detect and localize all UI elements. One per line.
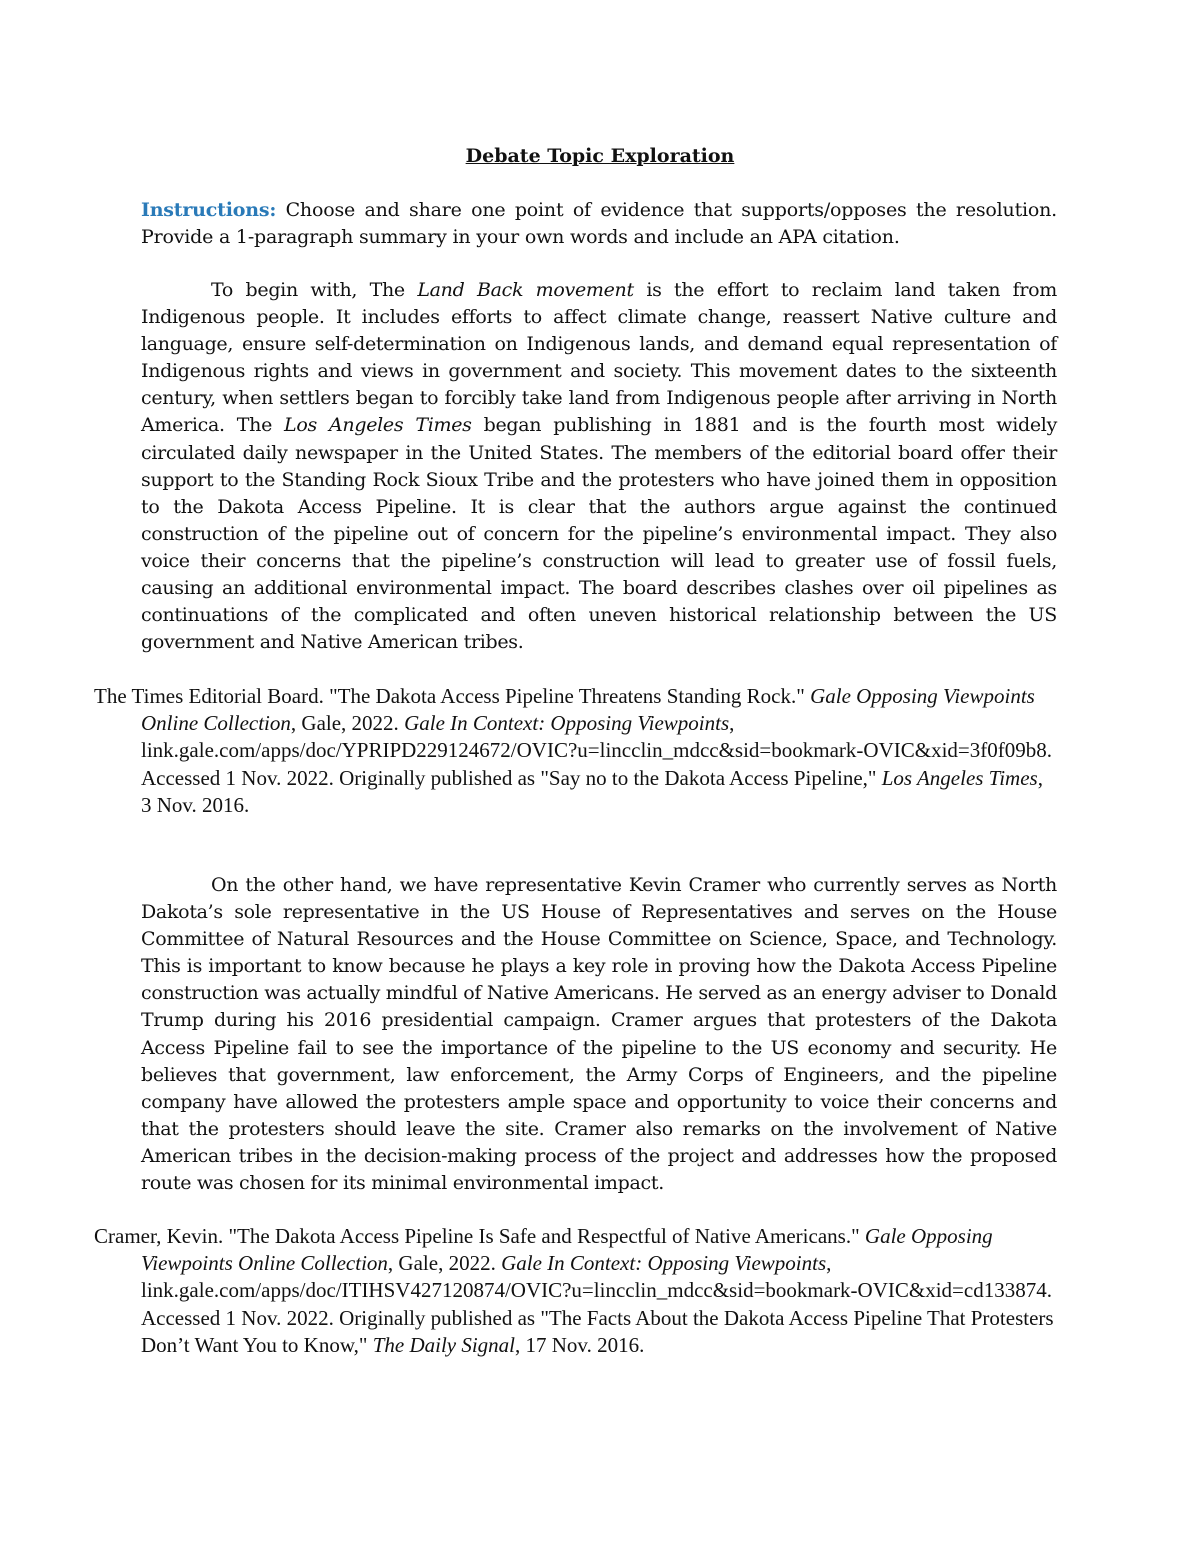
citation-1-text-d: , 3 Nov. 2016. xyxy=(141,765,1043,817)
citation-2-text-d: , 17 Nov. 2016. xyxy=(515,1332,645,1357)
summary-paragraph-2: On the other hand, we have representative Kevin Cramer who currently serves as North Dakota’s sole representative in the US House of Representatives and serves on the House Committee of Natural Resources and the House Committee on Science, Space, and Technology. This is important to know because he plays a key role in proving how the Dakota Access Pipeline construction was actually mindful of Native Americans. He served as an energy adviser to Donald Trump during his 2016 presidential campaign. Cramer argues that protesters of the Dakota Access Pipeline fail to see the importance of the pipeline to the US economy and security. He believes that government, law enforcement, the Army Corps of Engineers, and the pipeline company have allowed the protesters ample space and opportunity to voice their concerns and that the protesters should leave the site. Cramer also remarks on the involvement of Native American tribes in the decision-making process of the project and addresses how the proposed route was chosen for its minimal environmental impact. xyxy=(141,874,1057,1195)
citation-1-text-c: , link.gale.com/apps/doc/YPRIPD229124672/OVIC?u=lincclin_mdcc&sid=bookmark-OVIC&xid=3f0f09b8. Accessed 1 Nov. 2022. Originally published as "Say no to the Dakota Access Pipeline," xyxy=(141,711,1052,790)
citation-1-text-b: , Gale, 2022. xyxy=(290,711,405,736)
paragraph-1-italic-la-times: Los Angeles Times xyxy=(284,414,472,437)
instructions-label: Instructions: xyxy=(141,199,277,221)
citation-2-italic-collection: Gale Opposing Viewpoints Online Collection xyxy=(141,1224,993,1276)
document-title: Debate Topic Exploration xyxy=(465,145,735,167)
citation-2-text-c: , link.gale.com/apps/doc/ITIHSV427120874/OVIC?u=lincclin_mdcc&sid=bookmark-OVIC&xid=cd133874. Accessed 1 Nov. 2022. Originally published as "The Facts About the Dakota Access Pipeline That Protesters Don’t Want You to Know," xyxy=(141,1251,1054,1357)
citation-1-italic-collection: Gale Opposing Viewpoints Online Collection xyxy=(141,684,1035,736)
paragraph-1-italic-land-back: Land Back movement xyxy=(417,279,634,301)
citation-1 xyxy=(94,683,1058,819)
citation-2-text-b: , Gale, 2022. xyxy=(387,1251,502,1276)
citation-1-text-a: The Times Editorial Board. "The Dakota Access Pipeline Threatens Standing Rock." xyxy=(94,684,811,708)
paragraph-1-text-b: is the effort to reclaim land taken from Indigenous people. It includes efforts to affect climate change, reassert Native culture and language, ensure self-determination on Indigenous lands, and demand equal representation of Indigenous rights and views in government and society. This movement dates to the sixteenth century, when settlers began to forcibly take land from Indigenous people after arriving in North America. The xyxy=(141,279,1058,437)
instructions-block xyxy=(141,197,1057,251)
citation-2 xyxy=(94,1223,1058,1359)
citation-1-italic-context: Gale In Context: Opposing Viewpoints xyxy=(404,711,730,736)
paragraph-1-text-a: To begin with, The xyxy=(211,279,418,301)
summary-paragraph-1 xyxy=(141,277,1057,656)
citation-2-italic-publication: The Daily Signal xyxy=(372,1332,516,1357)
citation-2-italic-context: Gale In Context: Opposing Viewpoints xyxy=(501,1251,827,1276)
paragraph-1-text-c: began publishing in 1881 and is the fourth most widely circulated daily newspaper in the United States. The members of the editorial board offer their support to the Standing Rock Sioux Tribe and the protesters who have joined them in opposition to the Dakota Access Pipeline. It is clear that the authors argue against the continued construction of the pipeline out of concern for the pipeline’s environmental impact. They also voice their concerns that the pipeline’s construction will lead to greater use of fossil fuels, causing an additional environmental impact. The board describes clashes over oil pipelines as continuations of the complicated and often uneven historical relationship between the US government and Native American tribes. xyxy=(141,414,1058,654)
citation-2-text-a: Cramer, Kevin. "The Dakota Access Pipeline Is Safe and Respectful of Native Americans." xyxy=(94,1224,865,1248)
citation-1-italic-publication: Los Angeles Times xyxy=(881,765,1038,790)
instructions-text: Choose and share one point of evidence that supports/opposes the resolution. Provide a 1-paragraph summary in your own words and include an APA citation. xyxy=(141,199,1057,248)
